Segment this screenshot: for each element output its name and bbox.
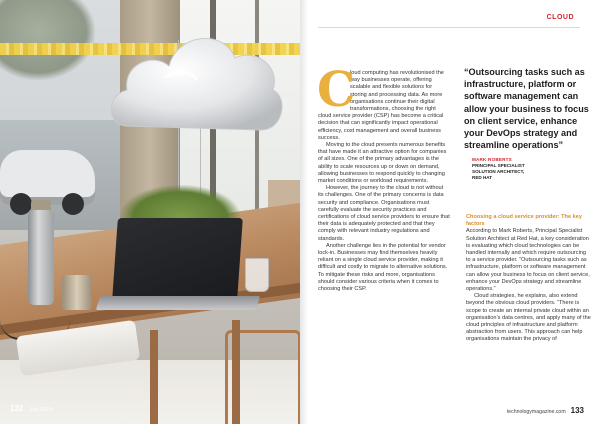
drop-cap: C <box>317 62 356 118</box>
paragraph: loud computing has revolutionised the way businesses operate, offering scalable and flexible solutions for storing and processing data. As more organisations continue their digital transformations, choosing the right cloud service provider (CSP) has become a critical decision that can significantly impact operational efficiency, cost management and overall business success. <box>318 70 444 141</box>
subheading: Choosing a cloud service provider: The key factors <box>466 214 582 228</box>
section-label: CLOUD <box>546 14 574 21</box>
quote-attribution-name: MARK ROBERTS <box>472 157 512 163</box>
paragraph: Moving to the cloud presents numerous benefits that have made it an attractive option for companies of all sizes. One of the primary advantages is the ability to scale resources up or down on demand, allowing businesses to respond quickly to changing market conditions or workload requirements. <box>318 142 447 185</box>
pull-quote: “Outsourcing tasks such as infrastructure, platform or software management can allow your business to focus on client service, enhance your DevOps strategy and streamline operations” <box>464 67 589 151</box>
paragraph: Another challenge lies in the potential for vendor lock-in. Businesses may find themselves heavily reliant on a single cloud service provider, making it difficult and costly to migrate to alternative solutions. To mitigate these risks and more, organisations should consider various criteria when it comes to choosing their CSP. <box>318 242 448 293</box>
article-column-2 <box>466 214 592 344</box>
quote-attribution-company: RED HAT <box>472 174 493 180</box>
steel-bottle <box>28 210 54 305</box>
tree-foliage <box>0 0 95 80</box>
paragraph: According to Mark Roberts, Principal Specialist Solution Architect at Red Hat, a key consideration is evaluating which cloud technologies can be handled internally and which require outsourcing to a service provider. “Outsourcing tasks such as infrastructure, platform or software management can allow your business to focus on client service, enhance your DevOps strategy and streamline operations.” <box>466 228 590 293</box>
glass-cup <box>245 258 269 292</box>
right-page-folio <box>507 406 584 415</box>
laptop-keyboard <box>96 296 261 310</box>
canister <box>62 275 92 310</box>
header-rule <box>318 27 580 28</box>
paragraph: However, the journey to the cloud is not without its challenges. One of the primary concerns is data security and compliance. Organisations must carefully evaluate the security practices and certifications of cloud service providers to ensure that their data is adequately protected and that they comply with relevant industry regulations and standards. <box>318 185 450 242</box>
table-leg <box>150 330 158 424</box>
quote-attribution-title: SOLUTION ARCHITECT, <box>472 169 525 175</box>
article-page <box>300 0 600 424</box>
quote-attribution-title: PRINCIPAL SPECIALIST <box>472 163 525 169</box>
issue-date: July 2024 <box>29 407 53 413</box>
page-number-right: 133 <box>570 406 584 415</box>
laptop-screen <box>112 218 243 300</box>
table-leg <box>232 320 240 424</box>
magazine-url[interactable]: technologymagazine.com <box>506 409 566 415</box>
page-number-left: 132 <box>10 404 24 413</box>
left-page-folio <box>10 404 53 416</box>
cloud-balloon-icon <box>105 18 285 153</box>
car-wheel <box>62 193 84 215</box>
paragraph: Cloud strategies, he explains, also extend beyond the obvious cloud providers. “There is scope to create an internal private cloud within an organisation’s data centres, and apply many of the cloud principles of infrastructure and platform abstraction from users. This approach can help organisations maintain the privacy of <box>466 293 591 343</box>
pull-quote-block <box>464 66 592 181</box>
article-column-1 <box>317 62 450 400</box>
